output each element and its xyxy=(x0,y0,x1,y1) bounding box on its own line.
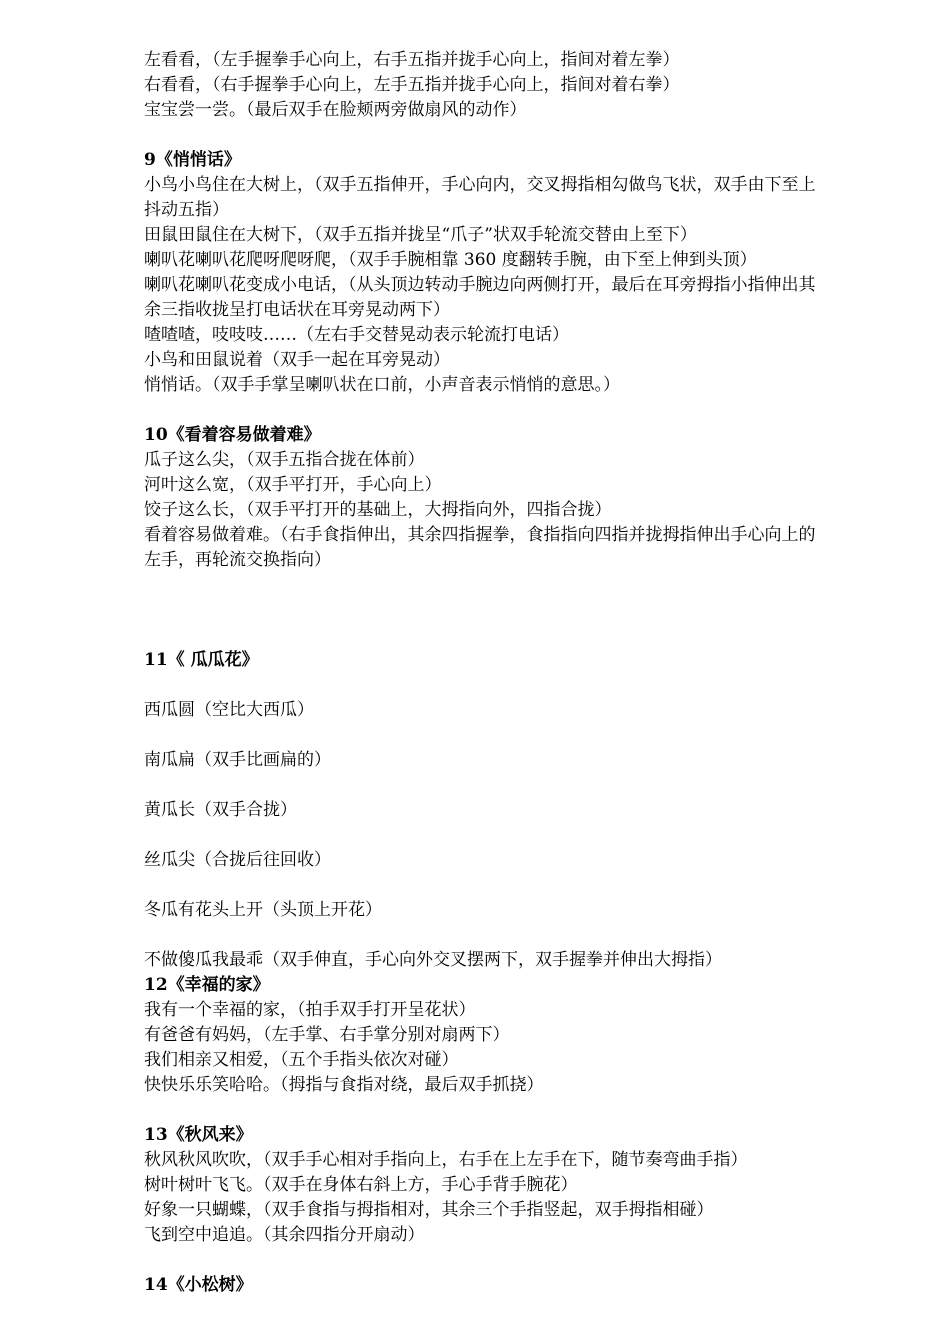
section-13-line-2: 树叶树叶飞飞。（双手在身体右斜上方，手心手背手腕花） xyxy=(144,1175,578,1195)
section-13-line-4: 飞到空中追追。（其余四指分开扇动） xyxy=(144,1225,425,1245)
section-9-line-2: 田鼠田鼠住在大树下，（双手五指并拢呈“爪子”状双手轮流交替由上至下） xyxy=(144,225,697,245)
intro-line-3: 宝宝尝一尝。（最后双手在脸颊两旁做扇风的动作） xyxy=(144,100,527,120)
section-13-title: 13《秋风来》 xyxy=(144,1125,253,1145)
section-9-line-5: 喳喳喳，吱吱吱……（左右手交替晃动表示轮流打电话） xyxy=(144,325,569,345)
section-10-line-3: 饺子这么长，（双手平打开的基础上，大拇指向外，四指合拢） xyxy=(144,500,612,520)
section-12-line-1: 我有一个幸福的家，（拍手双手打开呈花状） xyxy=(144,1000,476,1020)
section-11-line-4: 丝瓜尖（合拢后往回收） xyxy=(144,850,331,870)
section-12-line-4: 快快乐乐笑哈哈。（拇指与食指对绕，最后双手抓挠） xyxy=(144,1075,544,1095)
section-9-line-1: 小鸟小鸟住在大树上，（双手五指伸开，手心向内，交叉拇指相勾做鸟飞状，双手由下至上抖动五指） xyxy=(144,175,816,220)
section-11-title: 11《 瓜瓜花》 xyxy=(144,650,259,670)
section-11-line-3: 黄瓜长（双手合拢） xyxy=(144,800,297,820)
section-9-line-3: 喇叭花喇叭花爬呀爬呀爬，（双手手腕相靠 360 度翻转手腕，由下至上伸到头顶） xyxy=(144,250,757,270)
section-10-line-4: 看着容易做着难。（右手食指伸出，其余四指握拳，食指指向四指并拢拇指伸出手心向上的左手，再轮流交换指向） xyxy=(144,525,816,570)
section-9-line-6: 小鸟和田鼠说着（双手一起在耳旁晃动） xyxy=(144,350,450,370)
section-11-line-6: 不做傻瓜我最乖（双手伸直，手心向外交叉摆两下，双手握拳并伸出大拇指） xyxy=(144,950,722,970)
section-11-line-2: 南瓜扁（双手比画扁的） xyxy=(144,750,331,770)
section-9-line-7: 悄悄话。（双手手掌呈喇叭状在口前，小声音表示悄悄的意思。） xyxy=(144,375,620,395)
section-9-title: 9《悄悄话》 xyxy=(144,150,241,170)
document-page xyxy=(144,48,824,1298)
section-13-line-3: 好象一只蝴蝶，（双手食指与拇指相对，其余三个手指竖起，双手拇指相碰） xyxy=(144,1200,714,1220)
section-11-line-1: 西瓜圆（空比大西瓜） xyxy=(144,700,314,720)
intro-line-1: 左看看，（左手握拳手心向上，右手五指并拢手心向上，指间对着左拳） xyxy=(144,50,680,70)
section-12-line-2: 有爸爸有妈妈，（左手掌、右手掌分别对扇两下） xyxy=(144,1025,510,1045)
section-10-line-2: 河叶这么宽，（双手平打开，手心向上） xyxy=(144,475,442,495)
section-13-line-1: 秋风秋风吹吹，（双手手心相对手指向上，右手在上左手在下，随节奏弯曲手指） xyxy=(144,1150,748,1170)
section-10-line-1: 瓜子这么尖，（双手五指合拢在体前） xyxy=(144,450,425,470)
section-14-title: 14《小松树》 xyxy=(144,1275,253,1295)
section-12-line-3: 我们相亲又相爱，（五个手指头依次对碰） xyxy=(144,1050,459,1070)
section-12-title: 12《幸福的家》 xyxy=(144,975,270,995)
section-10-title: 10《看着容易做着难》 xyxy=(144,425,321,445)
intro-line-2: 右看看，（右手握拳手心向上，左手五指并拢手心向上，指间对着右拳） xyxy=(144,75,680,95)
section-9-line-4: 喇叭花喇叭花变成小电话，（从头顶边转动手腕边向两侧打开，最后在耳旁拇指小指伸出其余三指收拢呈打电话状在耳旁晃动两下） xyxy=(144,275,816,320)
section-11-line-5: 冬瓜有花头上开（头顶上开花） xyxy=(144,900,382,920)
